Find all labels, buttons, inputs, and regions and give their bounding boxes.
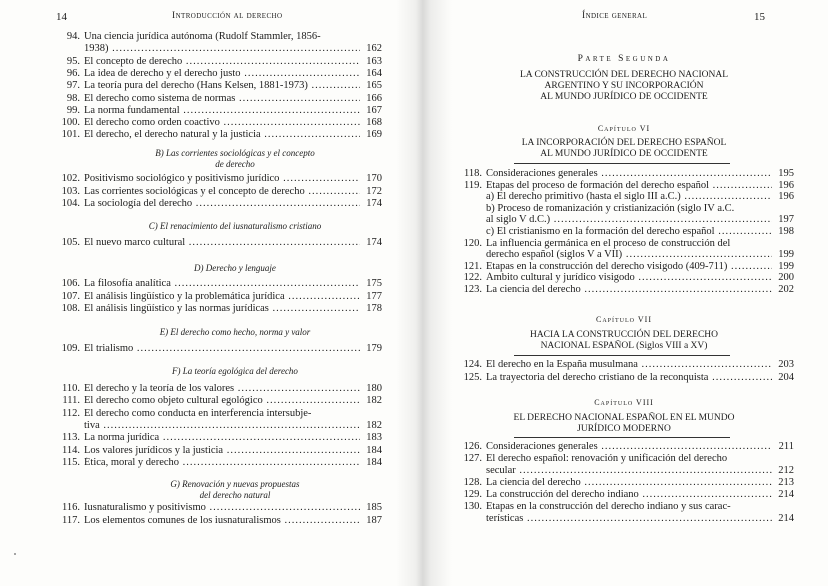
toc-entry-number: 121.: [463, 260, 482, 272]
toc-entry: [52, 173, 382, 186]
page-number: 14: [56, 11, 67, 23]
chapter-rule: [514, 163, 730, 164]
toc-entry-title: La norma jurídica .....: [84, 432, 360, 445]
toc-entry: [52, 420, 382, 433]
toc-entry-title: El derecho y la teoría de los valores .....: [84, 383, 360, 396]
toc-entry-title: El derecho como objeto cultural egológico .....: [84, 395, 360, 408]
toc-entry-number: 102.: [61, 173, 80, 184]
toc-entry: [52, 502, 382, 515]
toc-entry-number: 124.: [463, 359, 482, 370]
toc-entry: [454, 513, 794, 526]
toc-entry-number: 127.: [463, 453, 482, 464]
toc-entry: [454, 372, 794, 385]
toc-entry-page: 172: [362, 186, 382, 199]
section-heading-b: [70, 148, 400, 170]
toc-entry-number: 118.: [464, 168, 482, 179]
toc-entry-number: 130.: [463, 501, 482, 512]
toc-entry-page: 212: [774, 465, 794, 478]
chapter-label: Capítulo VI: [597, 124, 651, 133]
chapter-title: [474, 330, 774, 352]
chapter-rule: [514, 437, 730, 438]
toc-entry-title: Los valores jurídicos y la justicia .....: [84, 445, 360, 458]
chapter-title-line: AL MUNDO JURÍDICO DE OCCIDENTE: [540, 149, 708, 159]
toc-entry-title: secular .....: [486, 465, 772, 478]
toc-entry-page: 170: [362, 173, 382, 186]
toc-entry-title: La filosofía analítica .....: [84, 278, 360, 291]
toc-entry-title: Etapas en la construcción del derecho indiano y sus carac-: [486, 501, 731, 512]
toc-entry: [52, 68, 382, 81]
toc-entry: [52, 383, 382, 396]
toc-entry: [52, 457, 382, 470]
toc-entry-page: 179: [362, 343, 382, 356]
toc-entry-title: La sociología del derecho .....: [84, 198, 360, 211]
toc-entry-number: 103.: [61, 185, 80, 197]
section-heading-line: de derecho: [215, 159, 255, 169]
toc-entry-title: La ciencia del derecho .....: [486, 477, 772, 490]
chapter-title-line: HACIA LA CONSTRUCCIÓN DEL DERECHO: [529, 330, 719, 340]
toc-entry: [52, 186, 382, 199]
toc-entry-number: 111.: [62, 395, 80, 407]
toc-entry-page: 182: [362, 395, 382, 408]
toc-entry-title: El derecho como orden coactivo .....: [84, 117, 360, 130]
toc-entry-number: 120.: [463, 237, 482, 249]
toc-entry-title: Iusnaturalismo y positivismo .....: [84, 502, 360, 515]
toc-entry-page: 168: [362, 117, 382, 130]
toc-entry-page: 200: [774, 272, 794, 285]
section-heading-d: D) Derecho y lenguaje: [194, 263, 276, 273]
toc-entry-title: La norma fundamental .....: [84, 105, 360, 118]
toc-entry-page: 197: [774, 214, 794, 227]
toc-entry-number: 110.: [62, 383, 80, 394]
toc-entry-title: El derecho en la España musulmana .....: [486, 359, 772, 372]
chapter-label: Capítulo VIII: [594, 398, 654, 407]
toc-entry-page: 169: [362, 129, 382, 142]
toc-entry-number: 129.: [463, 489, 482, 500]
toc-entry-title: terísticas .....: [486, 513, 772, 526]
toc-entry-page: 203: [774, 359, 794, 372]
page-number: 15: [754, 11, 765, 23]
toc-entry-number: 119.: [464, 179, 482, 191]
toc-entry-title: tiva .....: [84, 420, 360, 433]
paper-speck: [14, 553, 16, 555]
part-title-line: AL MUNDO JURÍDICO DE OCCIDENTE: [540, 92, 708, 102]
toc-entry-page: 196: [774, 191, 794, 204]
toc-entry-page: 177: [362, 291, 382, 304]
toc-entry-page: 174: [362, 237, 382, 250]
toc-entry-page: 162: [362, 43, 382, 56]
toc-entry-number: 100.: [61, 117, 80, 129]
toc-entry-title: al siglo V d.C.) .....: [486, 214, 772, 227]
toc-entry-number: 123.: [463, 284, 482, 295]
toc-entry: [52, 291, 382, 304]
part-title: [474, 70, 774, 103]
toc-entry-number: 107.: [61, 290, 80, 302]
toc-entry: [52, 93, 382, 106]
running-head: Introducción al derecho: [172, 11, 283, 21]
toc-entry-page: 202: [774, 284, 794, 297]
toc-entry-title: Ámbito cultural y jurídico visigodo .....: [486, 272, 772, 285]
toc-entry: [52, 445, 382, 458]
toc-entry-number: 99.: [66, 104, 80, 116]
toc-entry-number: 95.: [66, 55, 80, 67]
toc-entry-title: derecho español (siglos V a VII) .....: [486, 249, 772, 262]
chapter-title: [474, 138, 774, 160]
toc-entry-title: La construcción del derecho indiano .....: [486, 489, 772, 502]
toc-entry-title: Positivismo sociológico y positivismo jurídico .....: [84, 173, 360, 186]
toc-entry-page: 163: [362, 56, 382, 69]
toc-entry-number: 108.: [61, 303, 80, 314]
toc-entry-page: 184: [362, 445, 382, 458]
part-label: Parte Segunda: [577, 54, 671, 64]
toc-entry-page: 211: [774, 441, 794, 454]
toc-entry-number: 109.: [61, 343, 80, 354]
toc-entry-page: 180: [362, 383, 382, 396]
toc-entry-page: 178: [362, 303, 382, 316]
toc-entry-page: 165: [362, 80, 382, 93]
section-heading-line: G) Renovación y nuevas propuestas: [170, 479, 300, 489]
toc-entry-title: La idea de derecho y el derecho justo .....: [84, 68, 360, 81]
toc-entry-number: 97.: [66, 80, 80, 92]
toc-entry-title: El concepto de derecho .....: [84, 56, 360, 69]
toc-entry-number: 113.: [62, 432, 80, 444]
toc-entry-title: La ciencia del derecho .....: [486, 284, 772, 297]
toc-entry-title: Las corrientes sociológicas y el concepto de derecho .....: [84, 186, 360, 199]
toc-entry: [52, 237, 382, 250]
toc-entry-page: 175: [362, 278, 382, 291]
toc-entry: [52, 303, 382, 316]
toc-entry-title: Etapas en la construcción del derecho visigodo (409-711) .....: [486, 261, 772, 274]
part-title-line: LA CONSTRUCCIÓN DEL DERECHO NACIONAL: [519, 70, 729, 80]
toc-entry-title: c) El cristianismo en la formación del derecho español .....: [486, 226, 772, 239]
toc-entry-number: 122.: [463, 272, 482, 284]
toc-entry-number: 94.: [66, 31, 80, 42]
toc-entry-title: El derecho, el derecho natural y la justicia .....: [84, 129, 360, 142]
toc-entry-number: 128.: [463, 477, 482, 488]
toc-entry: [52, 31, 382, 44]
chapter-title-line: NACIONAL ESPAÑOL (Siglos VIII a XV): [540, 341, 708, 351]
toc-entry-number: 125.: [463, 371, 482, 383]
chapter-title-line: LA INCORPORACIÓN DEL DERECHO ESPAÑOL: [521, 138, 727, 148]
toc-entry-number: 112.: [62, 407, 80, 419]
toc-entry-title: Una ciencia jurídica autónoma (Rudolf Stammler, 1856-: [84, 31, 321, 42]
toc-entry: [52, 198, 382, 211]
part-title-line: ARGENTINO Y SU INCORPORACIÓN: [544, 81, 704, 91]
toc-entry-title: El derecho como sistema de normas .....: [84, 93, 360, 106]
toc-entry-title: La influencia germánica en el proceso de construcción del: [486, 237, 731, 249]
section-heading-line: B) Las corrientes sociológicas y el concepto: [155, 148, 315, 158]
toc-entry-title: La teoría pura del derecho (Hans Kelsen, 1881-1973) .....: [84, 80, 360, 93]
toc-entry-title: El trialismo .....: [84, 343, 360, 356]
toc-entry: [52, 43, 382, 56]
toc-entry-page: 198: [774, 226, 794, 239]
toc-entry: [52, 343, 382, 356]
section-heading-line: del derecho natural: [199, 490, 271, 500]
toc-entry: [52, 432, 382, 445]
toc-entry-title: Ética, moral y derecho .....: [84, 457, 360, 470]
toc-entry: [454, 284, 794, 297]
toc-entry-page: 183: [362, 432, 382, 445]
running-head: Índice general: [582, 11, 648, 21]
toc-entry-number: 98.: [66, 92, 80, 104]
toc-entry-page: 164: [362, 68, 382, 81]
right-page: [414, 0, 828, 586]
toc-entry-page: 195: [774, 168, 794, 181]
toc-entry-page: 182: [362, 420, 382, 433]
toc-entry-page: 184: [362, 457, 382, 470]
chapter-title-line: JURÍDICO MODERNO: [577, 424, 671, 434]
toc-entry-number: 117.: [62, 514, 80, 526]
section-heading-f: F) La teoría egológica del derecho: [172, 366, 298, 376]
toc-entry-number: 114.: [62, 444, 80, 456]
toc-entry-title: Consideraciones generales .....: [486, 441, 772, 454]
toc-entry-number: 105.: [61, 237, 80, 248]
toc-entry-page: 199: [774, 249, 794, 262]
toc-entry-number: 101.: [61, 129, 80, 141]
toc-entry-title: Los elementos comunes de los iusnaturalismos .....: [84, 515, 360, 528]
toc-entry-page: 199: [774, 261, 794, 274]
toc-entry-page: 214: [774, 513, 794, 526]
toc-entry-page: 204: [774, 372, 794, 385]
toc-entry-page: 166: [362, 93, 382, 106]
toc-entry-title: Etapas del proceso de formación del derecho español .....: [486, 180, 772, 193]
toc-entry-title: 1938) .....: [84, 43, 360, 56]
toc-entry: [52, 278, 382, 291]
chapter-title: [474, 413, 774, 435]
toc-entry-page: 187: [362, 515, 382, 528]
section-heading-g: [70, 479, 400, 501]
toc-entry-title: a) El derecho primitivo (hasta el siglo III a.C.) .....: [486, 191, 772, 204]
toc-entry: [52, 80, 382, 93]
toc-entry-title: El derecho como conducta en interferencia intersubje-: [84, 407, 312, 419]
toc-entry-title: El nuevo marco cultural .....: [84, 237, 360, 250]
toc-entry-title: El análisis lingüístico y las normas jurídicas .....: [84, 303, 360, 316]
toc-entry-title: Consideraciones generales .....: [486, 168, 772, 181]
toc-entry-page: 196: [774, 180, 794, 193]
toc-entry: [52, 395, 382, 408]
toc-entry-number: 116.: [62, 502, 80, 513]
toc-entry-number: 106.: [61, 278, 80, 289]
toc-entry-page: 213: [774, 477, 794, 490]
chapter-label: Capítulo VII: [596, 315, 652, 324]
toc-entry: [52, 105, 382, 118]
toc-entry-title: El derecho español: renovación y unificación del derecho: [486, 453, 728, 464]
chapter-rule: [514, 355, 730, 356]
toc-entry-number: 96.: [66, 67, 80, 79]
toc-entry-number: 104.: [61, 198, 80, 209]
section-heading-e: E) El derecho como hecho, norma y valor: [159, 327, 311, 337]
toc-entry: [52, 129, 382, 142]
toc-entry-page: 167: [362, 105, 382, 118]
toc-entry-title: La trayectoria del derecho cristiano de la reconquista .....: [486, 372, 772, 385]
toc-entry-number: 115.: [62, 456, 80, 468]
toc-entry: [52, 56, 382, 69]
toc-entry-page: 174: [362, 198, 382, 211]
toc-entry-title: El análisis lingüístico y la problemática jurídica .....: [84, 291, 360, 304]
chapter-title-line: EL DERECHO NACIONAL ESPAÑOL EN EL MUNDO: [513, 413, 735, 423]
toc-entry: [52, 515, 382, 528]
toc-entry-page: 185: [362, 502, 382, 515]
toc-entry-title: b) Proceso de romanización y cristianización (siglo IV a.C.: [486, 202, 735, 214]
toc-entry: [52, 408, 382, 421]
toc-entry: [454, 359, 794, 372]
toc-entry-number: 126.: [463, 441, 482, 452]
toc-entry-page: 214: [774, 489, 794, 502]
section-heading-c: C) El renacimiento del iusnaturalismo cristiano: [148, 221, 322, 231]
toc-entry: [52, 117, 382, 130]
